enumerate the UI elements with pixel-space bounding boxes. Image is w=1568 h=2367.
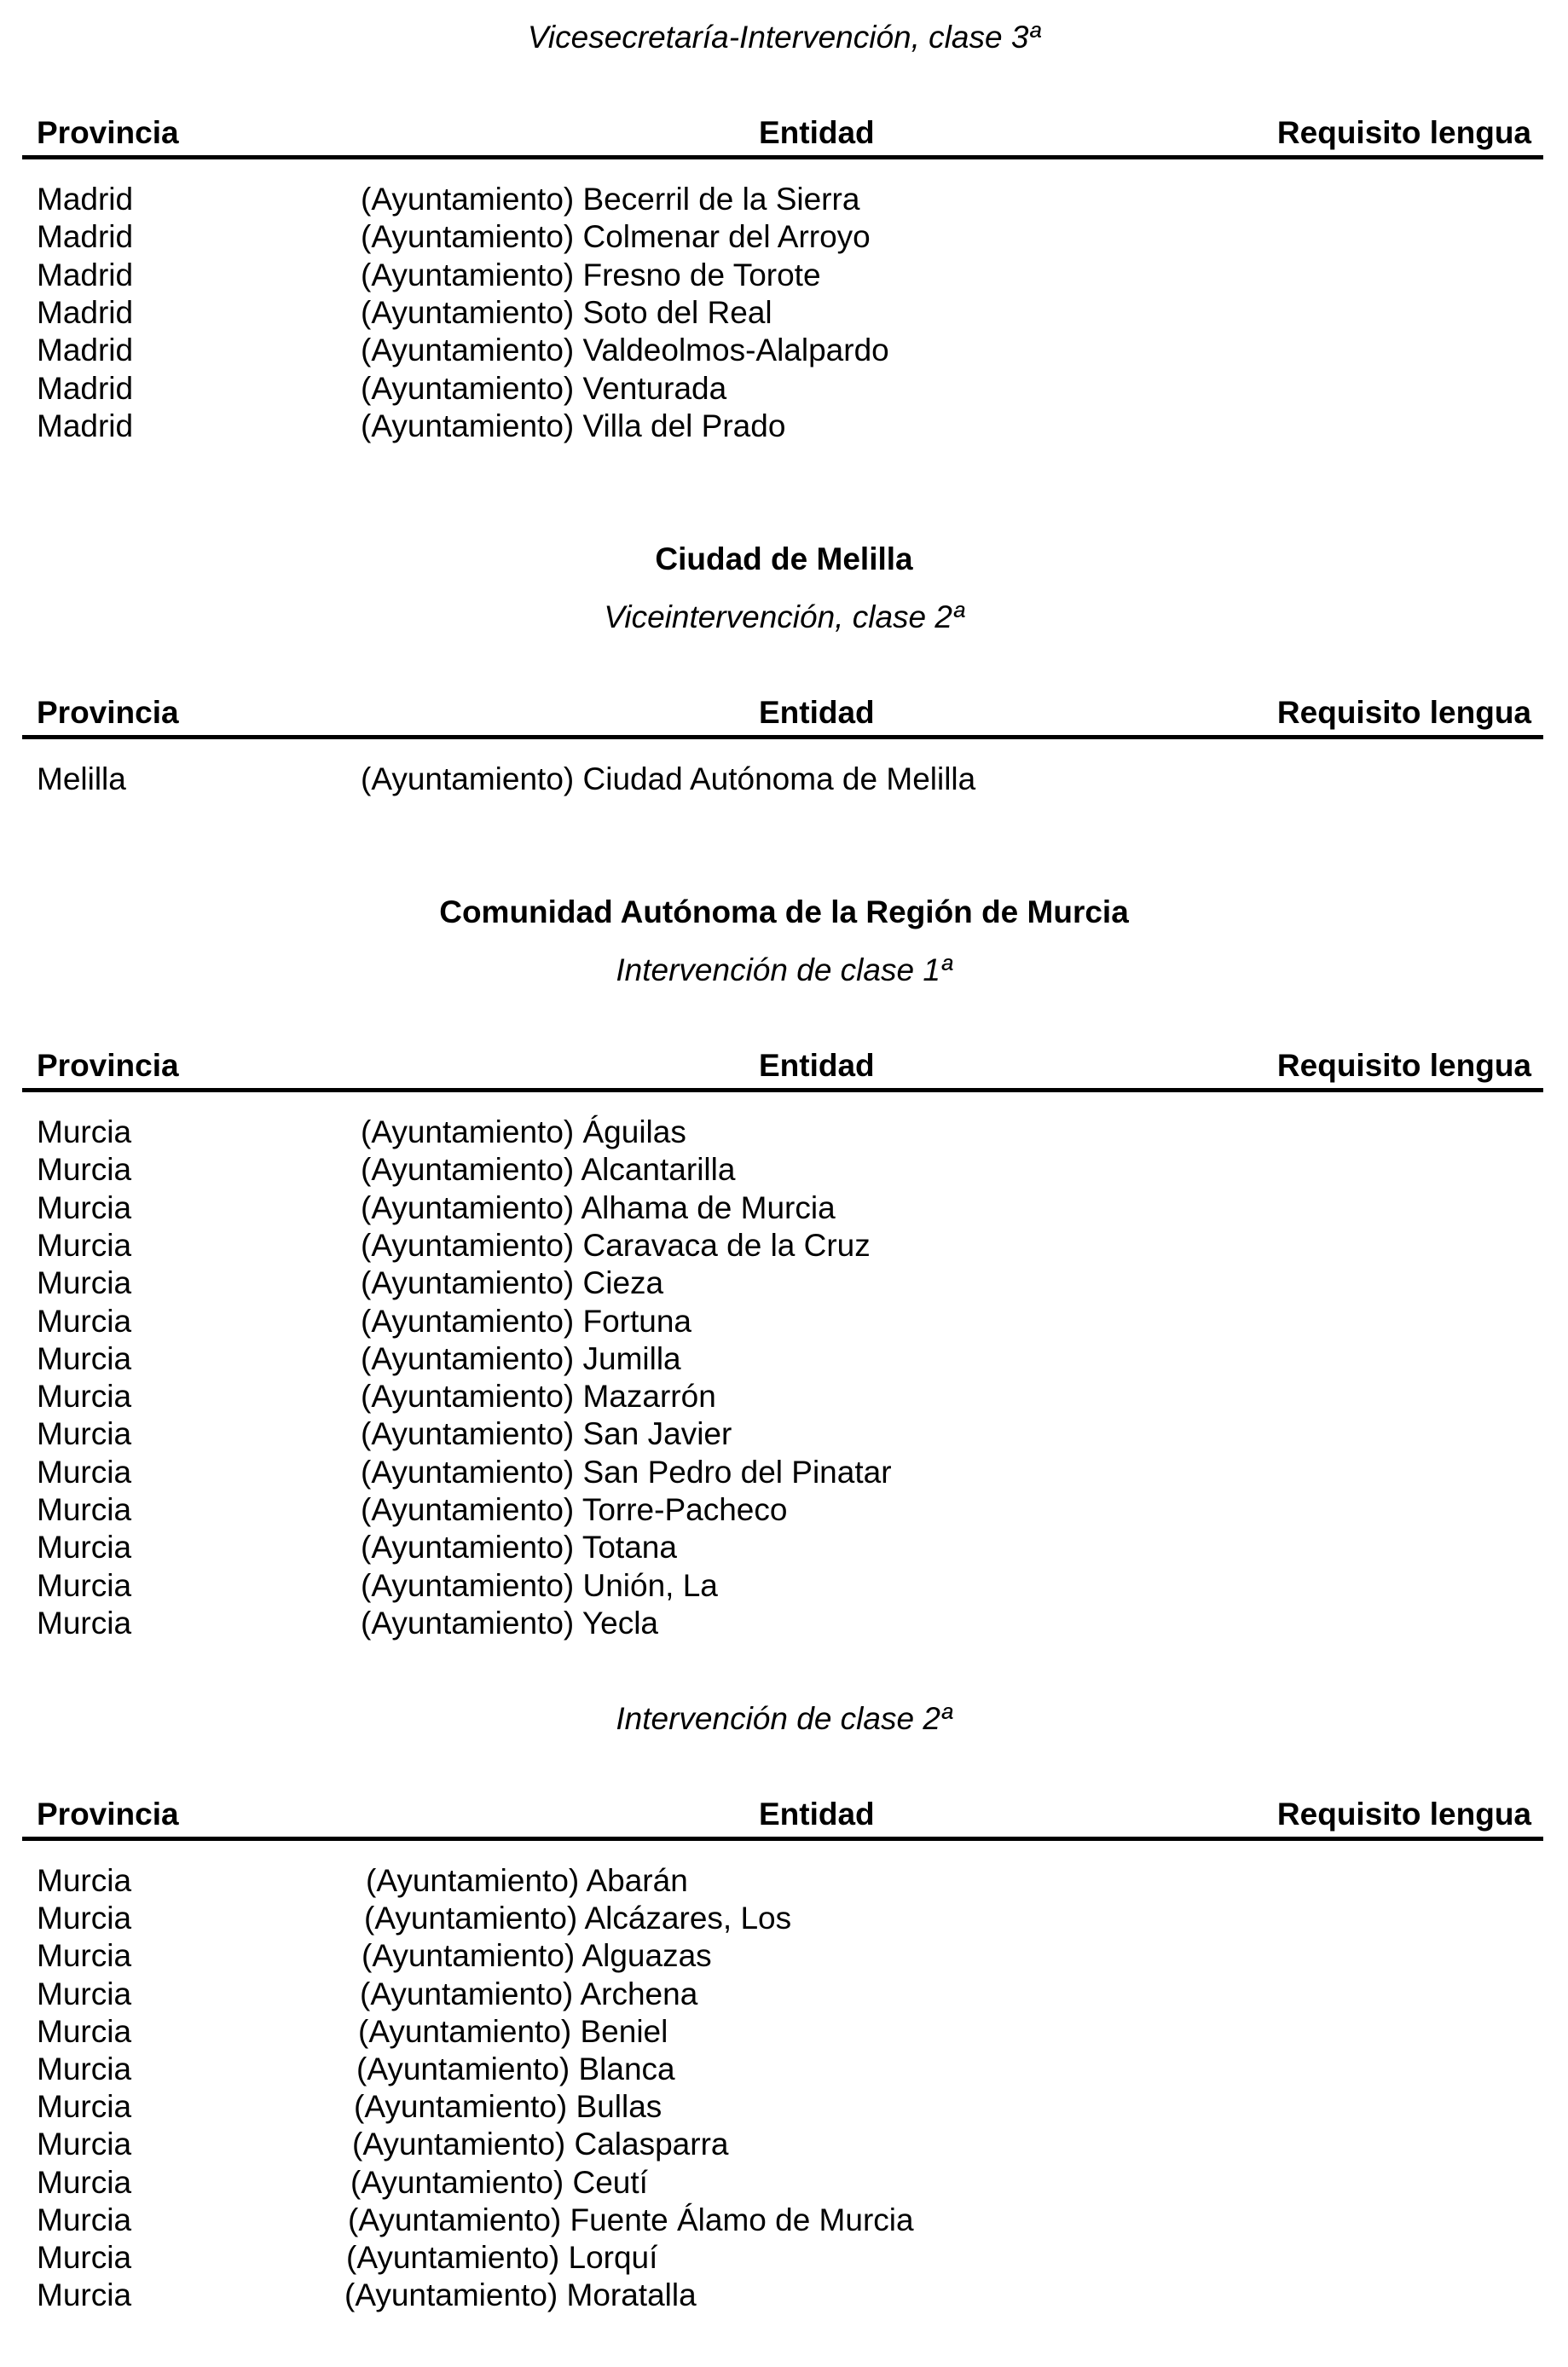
cell-provincia: Murcia (37, 1416, 132, 1451)
cell-provincia: Murcia (37, 1341, 132, 1376)
table-row (0, 257, 1568, 294)
column-header-requisito: Requisito lengua (1276, 1797, 1531, 1832)
table-row (0, 1454, 1568, 1491)
cell-entidad: (Ayuntamiento) Mazarrón (361, 1379, 716, 1414)
cell-entidad: (Ayuntamiento) Lorquí (346, 2240, 658, 2275)
cell-provincia: Murcia (37, 1114, 132, 1149)
table-row (0, 1937, 1568, 1975)
cell-entidad: (Ayuntamiento) Bullas (354, 2089, 662, 2124)
cell-provincia: Murcia (37, 1976, 132, 2011)
cell-entidad: (Ayuntamiento) Alcázares, Los (364, 1901, 792, 1936)
cell-provincia: Murcia (37, 1455, 132, 1490)
cell-entidad: (Ayuntamiento) Ciudad Autónoma de Melilla (361, 761, 976, 796)
cell-provincia: Murcia (37, 2089, 132, 2124)
cell-entidad: (Ayuntamiento) Torre-Pacheco (361, 1492, 788, 1527)
cell-entidad: (Ayuntamiento) Venturada (361, 371, 727, 406)
header-rule (22, 1837, 1543, 1841)
table-row (0, 2202, 1568, 2239)
column-header-entidad: Entidad (759, 115, 875, 150)
cell-provincia: Murcia (37, 1190, 132, 1225)
cell-entidad: (Ayuntamiento) Moratalla (344, 2277, 697, 2312)
cell-provincia: Murcia (37, 2127, 132, 2162)
cell-entidad: (Ayuntamiento) Fortuna (361, 1304, 692, 1339)
cell-provincia: Murcia (37, 1530, 132, 1565)
column-header-requisito: Requisito lengua (1276, 115, 1531, 150)
section-subtitle: Intervención de clase 2ª (616, 1701, 952, 1736)
cell-provincia: Murcia (37, 1901, 132, 1936)
table-row (0, 370, 1568, 408)
table-row (0, 2013, 1568, 2051)
table-row (0, 2277, 1568, 2314)
cell-provincia: Murcia (37, 2014, 132, 2049)
table-row (0, 1491, 1568, 1529)
table-row (0, 1900, 1568, 1937)
cell-provincia: Melilla (37, 761, 126, 796)
column-header-provincia: Provincia (37, 1797, 179, 1832)
column-header-requisito: Requisito lengua (1276, 1048, 1531, 1083)
cell-entidad: (Ayuntamiento) Unión, La (361, 1568, 718, 1603)
cell-provincia: Murcia (37, 2277, 132, 2312)
table-row (0, 1567, 1568, 1605)
section-subtitle: Intervención de clase 1ª (616, 952, 952, 987)
table-row (0, 218, 1568, 256)
table-row (0, 1189, 1568, 1227)
table-row (0, 1415, 1568, 1453)
table-row (0, 1303, 1568, 1340)
table-row (0, 1265, 1568, 1302)
cell-entidad: (Ayuntamiento) Calasparra (352, 2127, 729, 2162)
table-row (0, 761, 1568, 798)
cell-provincia: Murcia (37, 1863, 132, 1898)
column-header-entidad: Entidad (759, 695, 875, 730)
table-row (0, 2126, 1568, 2163)
cell-provincia: Murcia (37, 1265, 132, 1300)
section-title: Comunidad Autónoma de la Región de Murcia (439, 894, 1129, 929)
cell-entidad: (Ayuntamiento) Beniel (358, 2014, 668, 2049)
cell-entidad: (Ayuntamiento) Becerril de la Sierra (361, 182, 860, 217)
table-row (0, 332, 1568, 369)
cell-provincia: Murcia (37, 1606, 132, 1641)
cell-entidad: (Ayuntamiento) Colmenar del Arroyo (361, 219, 871, 254)
table-row (0, 408, 1568, 445)
table-row (0, 2051, 1568, 2088)
column-header-provincia: Provincia (37, 115, 179, 150)
table-row (0, 1114, 1568, 1151)
cell-provincia: Madrid (37, 333, 134, 367)
table-row (0, 1976, 1568, 2013)
header-rule (22, 735, 1543, 739)
cell-entidad: (Ayuntamiento) Archena (360, 1976, 698, 2011)
cell-entidad: (Ayuntamiento) Villa del Prado (361, 408, 786, 443)
table-row (0, 181, 1568, 218)
table-row (0, 1378, 1568, 1415)
column-header-provincia: Provincia (37, 695, 179, 730)
table-row (0, 2239, 1568, 2277)
cell-entidad: (Ayuntamiento) Valdeolmos-Alalpardo (361, 333, 889, 367)
column-header-provincia: Provincia (37, 1048, 179, 1083)
cell-entidad: (Ayuntamiento) Caravaca de la Cruz (361, 1228, 871, 1263)
cell-entidad: (Ayuntamiento) Alhama de Murcia (361, 1190, 836, 1225)
cell-entidad: (Ayuntamiento) Yecla (361, 1606, 658, 1641)
column-header-entidad: Entidad (759, 1797, 875, 1832)
cell-provincia: Madrid (37, 408, 134, 443)
column-header-entidad: Entidad (759, 1048, 875, 1083)
cell-provincia: Madrid (37, 258, 134, 292)
header-rule (22, 1088, 1543, 1092)
cell-entidad: (Ayuntamiento) Alguazas (362, 1938, 712, 1973)
cell-entidad: (Ayuntamiento) Fresno de Torote (361, 258, 821, 292)
cell-provincia: Murcia (37, 1379, 132, 1414)
table-row (0, 294, 1568, 332)
table-row (0, 1605, 1568, 1642)
cell-entidad: (Ayuntamiento) Jumilla (361, 1341, 681, 1376)
cell-entidad: (Ayuntamiento) San Pedro del Pinatar (361, 1455, 892, 1490)
table-row (0, 1340, 1568, 1378)
cell-entidad: (Ayuntamiento) Cieza (361, 1265, 664, 1300)
cell-provincia: Madrid (37, 371, 134, 406)
cell-provincia: Murcia (37, 2202, 132, 2237)
cell-provincia: Murcia (37, 1152, 132, 1187)
cell-entidad: (Ayuntamiento) Totana (361, 1530, 677, 1565)
section-subtitle: Vicesecretaría-Intervención, clase 3ª (527, 20, 1041, 55)
cell-provincia: Murcia (37, 1228, 132, 1263)
table-row (0, 1529, 1568, 1566)
cell-provincia: Murcia (37, 1304, 132, 1339)
cell-provincia: Madrid (37, 182, 134, 217)
column-header-requisito: Requisito lengua (1276, 695, 1531, 730)
cell-entidad: (Ayuntamiento) Águilas (361, 1114, 686, 1149)
cell-provincia: Murcia (37, 1492, 132, 1527)
table-row (0, 2164, 1568, 2202)
header-rule (22, 155, 1543, 159)
section-title: Ciudad de Melilla (655, 541, 913, 576)
cell-entidad: (Ayuntamiento) Blanca (356, 2052, 675, 2086)
section-subtitle: Viceintervención, clase 2ª (604, 599, 964, 634)
cell-entidad: (Ayuntamiento) Alcantarilla (361, 1152, 736, 1187)
table-row (0, 1151, 1568, 1189)
cell-entidad: (Ayuntamiento) Soto del Real (361, 295, 772, 330)
cell-provincia: Madrid (37, 295, 134, 330)
table-row (0, 1862, 1568, 1900)
cell-entidad: (Ayuntamiento) Ceutí (350, 2165, 648, 2200)
cell-provincia: Murcia (37, 1938, 132, 1973)
cell-provincia: Murcia (37, 2240, 132, 2275)
table-row (0, 2088, 1568, 2126)
cell-provincia: Madrid (37, 219, 134, 254)
cell-entidad: (Ayuntamiento) Fuente Álamo de Murcia (348, 2202, 914, 2237)
cell-provincia: Murcia (37, 2165, 132, 2200)
table-row (0, 1227, 1568, 1265)
cell-entidad: (Ayuntamiento) San Javier (361, 1416, 732, 1451)
cell-provincia: Murcia (37, 2052, 132, 2086)
cell-provincia: Murcia (37, 1568, 132, 1603)
cell-entidad: (Ayuntamiento) Abarán (366, 1863, 688, 1898)
